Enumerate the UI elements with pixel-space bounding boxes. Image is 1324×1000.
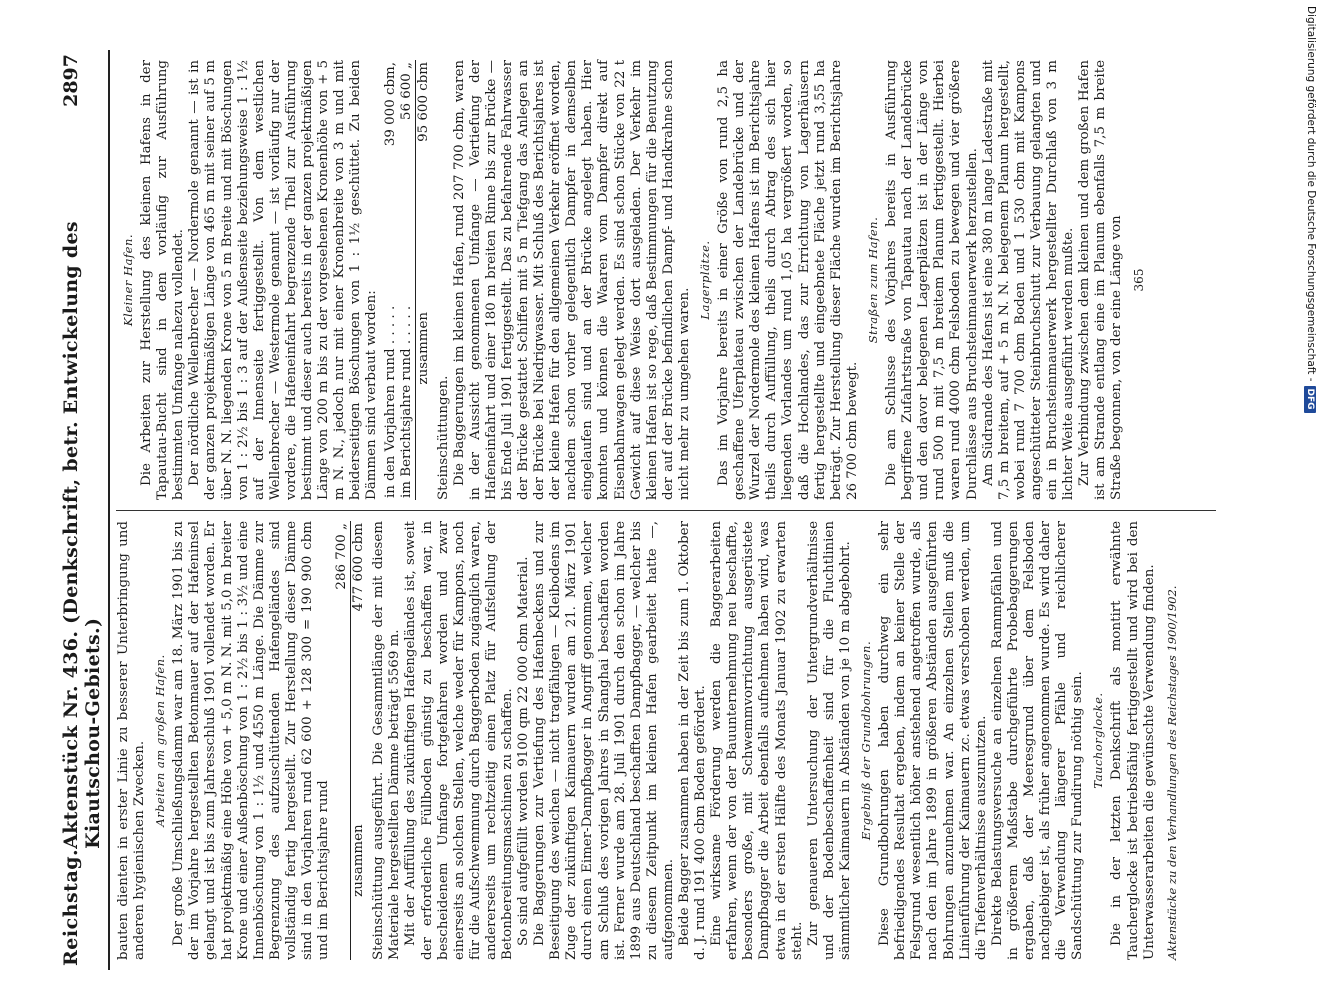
- section-heading: Arbeiten am großen Hafen.: [153, 654, 168, 827]
- paragraph: Die am Schlusse des Vorjahres bereits in Ausführung begriffene Zufahrtstraße von Tapautau nach der Landebrücke und den davor belegenen Lagerplätzen ist in der Länge von rund 500 m mit 7,5 m breitem Planum fertiggestellt. Hierbei waren rund 4000 cbm Felsboden zu bewegen und vier größere Durchlässe aus Bruchsteinmauerwerk herzustellen.: [884, 60, 980, 500]
- two-column-body: [116, 50, 1216, 970]
- paragraph: Steinschüttungen.: [435, 375, 451, 500]
- paragraph: Eine wirksame Förderung werden die Baggerarbeiten erfahren, wenn der von der Bauunternehmung neu beschaffte, besonders große, mit Schwemmvorrichtung ausgerüstete Dampfbagger die Arbeit ebenfalls aufnehmen haben wird, was etwa in der ersten Hälfte des Monats Januar 1902 zu erwarten steht.: [709, 521, 805, 960]
- section-heading: Straßen zum Hafen.: [865, 216, 880, 344]
- sum-table: [383, 60, 432, 500]
- paragraph: bauten dienten in erster Linie zu besserer Unterbringung und anderen hygienischen Zwecken.: [116, 521, 148, 960]
- sum-row-total: [415, 60, 432, 500]
- sum-value: 56 600 „: [398, 62, 414, 121]
- dfg-logo: DFG: [1304, 386, 1316, 413]
- paragraph: Am Südrande des Hafens ist eine 380 m lange Ladestraße mit 7,5 m breitem, auf + 5 m N. N. belegenem Planum hergestellt, wobei rund 7 700 cbm Boden und 1 530 cbm mit Kampons angeschütteter Steinbruchschutt zur Verbauung gelangten und ein in Bruchsteinmauerwerk hergestellter Durchlaß von 3 m lichter Weite ausgeführt werden mußte.: [980, 60, 1077, 500]
- right-column: [116, 50, 1216, 510]
- sum-value: 286 700 „: [334, 523, 350, 590]
- page-marker: 365: [1132, 268, 1147, 292]
- section-heading: Lagerplätze.: [698, 240, 712, 320]
- paragraph: Die Baggerungen im kleinen Hafen, rund 207 700 cbm, waren in der Aussicht genommenen Umfange — Vertiefung der Hafeneinfahrt und einer 180 m breiten Rinne bis zur Brücke — bis Ende Juli 1901 fertiggestellt. Das zu befahrende Fahrwasser der Brücke gestattet Schiffen mit 5 m Tiefgang das Anlegen an der Brücke bei Niedrigwasser. Mit Schluß des Berichtsjahres ist der kleine Hafen für den allgemeinen Verkehr eröffnet worden, nachdem schon vorher gelegentlich Dampfer in demselben eingelaufen sind und an der Brücke angelegt haben. Hier konnten und können die Waaren vom Dampfer direkt auf Eisenbahnwagen gelegt werden. Es sind schon Stücke von 22 t Gewicht auf diese Weise dort ausgeladen. Der Verkehr im kleinen Hafen ist so rege, daß Bestimmungen für die Benutzung der auf der Brücke befindlichen Dampf- und Handkrahne schon nicht mehr zu umgehen waren.: [451, 60, 692, 500]
- left-column: [116, 510, 1216, 970]
- section-heading: Kleiner Hafen.: [121, 233, 135, 327]
- sum-table: [334, 521, 367, 960]
- section-heading: Tauchorglocke.: [1091, 692, 1106, 789]
- sum-row-total: [351, 521, 368, 960]
- header-title: Aktenstück Nr. 436. (Denkschrift, betr. Entwickelung des Kiautschou-Gebiets.): [60, 221, 104, 849]
- credit-text: Digitalisierung gefördert durch die Deutsche Forschungsgemeinschaft -: [1305, 6, 1317, 382]
- paragraph: Zur genaueren Untersuchung der Untergrundverhältnisse und der Bodenbeschaffenheit sind für die Fluchtlinien sämmtlicher Kaimauern in Abständen von je 10 m abgebohrt.: [805, 521, 853, 960]
- sum-value: 39 000 cbm,: [382, 62, 398, 147]
- sum-label: in den Vorjahren rund . . . . .: [382, 305, 398, 498]
- sum-value: 95 600 cbm: [415, 60, 432, 196]
- header-left: Reichstag.: [60, 848, 82, 966]
- paragraph: Die Arbeiten zur Herstellung des kleinen Hafens in der Tapautau-Bucht sind in dem vorläufig zur Ausführung bestimmten Umfange nahezu vollendet.: [139, 60, 187, 500]
- paragraph: Zur Verbindung zwischen dem kleinen und dem großen Hafen ist am Strande entlang eine im Planum ebenfalls 7,5 m breite Straße begonnen, von der eine Länge von: [1077, 60, 1125, 500]
- paragraph: Das im Vorjahre bereits in einer Größe von rund 2,5 ha geschaffene Uferplateau zwischen der Landebrücke und der Wurzel der Nordermole des kleinen Hafens ist im Berichtsjahre theils durch Auffüllung, theils durch Abtrag des sich hier liegenden Vorlandes um rund 1,05 ha vergrößert worden, so daß die Hochlandes, das zur Errichtung von Lagerhäusern fertig hergestellte und eingeebnete Fläche jetzt rund 3,55 ha beträgt. Zur Herstellung dieser Fläche wurden im Berichtsjahre 26 700 cbm bewegt.: [716, 60, 860, 500]
- sum-label: im Berichtsjahre rund . . . . .: [398, 305, 414, 498]
- header-page-number: 2897: [60, 54, 82, 107]
- paragraph: Der große Umschließungsdamm war am 18. März 1901 bis zu der im Vorjahre hergestellten Betonmauer auf der Hafeninsel gelangt und ist bis zum Jahresschluß 1901 vollendet worden. Er hat projektmäßig eine Höhe von + 5,0 m N. N. mit 5,0 m breiter Krone und einer Außenböschung von 1 : 2½ bis 1 : 3½ und eine Innenböschung von 1 : 1½ und 4550 m Länge. Die Dämme zur Begrenzung des aufzuschüttenden Hafengeländes sind vollständig fertig hergestellt. Zur Herstellung dieser Dämme sind in den Vorjahren rund 62 600 + 128 300 = 190 900 cbm und im Berichtsjahre rund: [171, 521, 332, 960]
- paragraph: Direkte Belastungsversuche an einzelnen Rammpfählen und in größerem Maßstabe durchgeführte Probebaggerungen ergaben, daß der Meeresgrund über dem Felsboden nachgiebiger ist, als früher angenommen wurde. Es wird daher die Verwendung längerer Pfähle und reichlicherer Sandschüttung zur Fundirung nöthig sein.: [989, 521, 1086, 960]
- sum-label: zusammen: [351, 761, 368, 960]
- sum-row: [334, 521, 351, 960]
- paragraph: Die Baggerungen zur Vertiefung des Hafenbeckens und zur Beseitigung des weichen — nicht tragfähigen — Kleibodens im Zuge der zukünftigen Kaimauern wurden am 21. März 1901 durch einen Eimer-Dampfbagger in Angriff genommen, welcher am Schluß des vorigen Jahres in Shanghai beschaffen worden ist. Ferner wurde am 28. Juli 1901 durch den schon im Jahre 1899 aus Deutschland beschafften Dampfbagger, — welcher bis zu diesem Zeitpunkt im kleinen Hafen gearbeitet hatte —, aufgenommen.: [532, 521, 676, 960]
- paragraph: Beide Bagger zusammen haben in der Zeit bis zum 1. Oktober d. J. rund 191 400 cbm Boden gefördert.: [677, 521, 709, 960]
- paragraph: Steinschüttung ausgeführt. Die Gesammtlänge der mit diesem Materiale hergestellten Dämme beträgt 5569 m.: [371, 521, 403, 960]
- digitization-credit: [1302, 6, 1320, 996]
- rotated-page-body: [52, 40, 1262, 980]
- paragraph: Diese Grundbohrungen haben durchweg ein sehr befriedigendes Resultat ergeben, indem an keiner Stelle der Felsgrund wesentlich höher anstehend angetroffen wurde, als nach den im Jahre 1899 in größeren Abständen ausgeführten Bohrungen anzunehmen war. An einzelnen Stellen muß die Linienführung der Kaimauern zc. etwas verschoben werden, um die Tiefenverhältnisse auszunutzen.: [877, 521, 989, 960]
- paragraph: So sind aufgefüllt worden 9100 qm 22 000 cbm Material.: [516, 556, 532, 946]
- section-heading: Ergebniß der Grundbohrungen.: [859, 640, 874, 841]
- sum-value: 477 600 cbm: [351, 521, 368, 761]
- sum-row: [383, 60, 399, 500]
- footnote: Aktenstücke zu den Verhandlungen des Reichstages 1900/1902.: [1164, 585, 1179, 960]
- sum-row: [399, 60, 416, 500]
- digitization-credit-strip: [1302, 6, 1320, 996]
- page-header: [60, 50, 110, 970]
- paragraph: Die in der letzten Denkschrift als montirt erwähnte Taucherglocke ist betriebsfähig fertiggestellt und wird bei den Unterwasserarbeiten die gewünschte Verwendung finden.: [1109, 521, 1157, 960]
- sum-label: [334, 761, 351, 960]
- paragraph: Der nördliche Wellenbrecher — Nordermole genannt — ist in der ganzen projektmäßigen Länge von 465 m mit seiner auf 5 m über N. N. liegenden Krone von 5 m Breite und mit Böschungen von 1 : 2½ bis 1 : 3 auf der Außenseite beziehungsweise 1 : 1½ auf der Innenseite fertiggestellt. Von dem westlichen Wellenbrecher — Westermole genannt — ist vorläufig nur der vordere, die Hafeneinfahrt begrenzende Theil zur Ausführung bestimmt und dieser auch bereits in der ganzen projektmäßigen Länge von 200 m bis zu der vorgesehenen Kronenhöhe von + 5 m N. N., jedoch nur mit einer Kronenbreite von 3 m und mit beiderseitigen Böschungen von 1 : 1½ geschüttet. Zu beiden Dämmen sind verbaut worden:: [187, 60, 380, 500]
- sum-label: zusammen: [415, 196, 432, 500]
- paragraph: Mit der Auffüllung des zukünftigen Hafengeländes ist, soweit der erforderliche Füllboden günstig zu beschaffen war, in bescheidenem Umfange fortgefahren worden und zwar einerseits an solchen Stellen, welche weder für Kampons, noch für die Aufschwemmung durch Baggerboden zugänglich waren, andererseits um rechtzeitig einen Platz für Aufstellung der Betonbereitungsmaschinen zu schaffen.: [403, 521, 515, 960]
